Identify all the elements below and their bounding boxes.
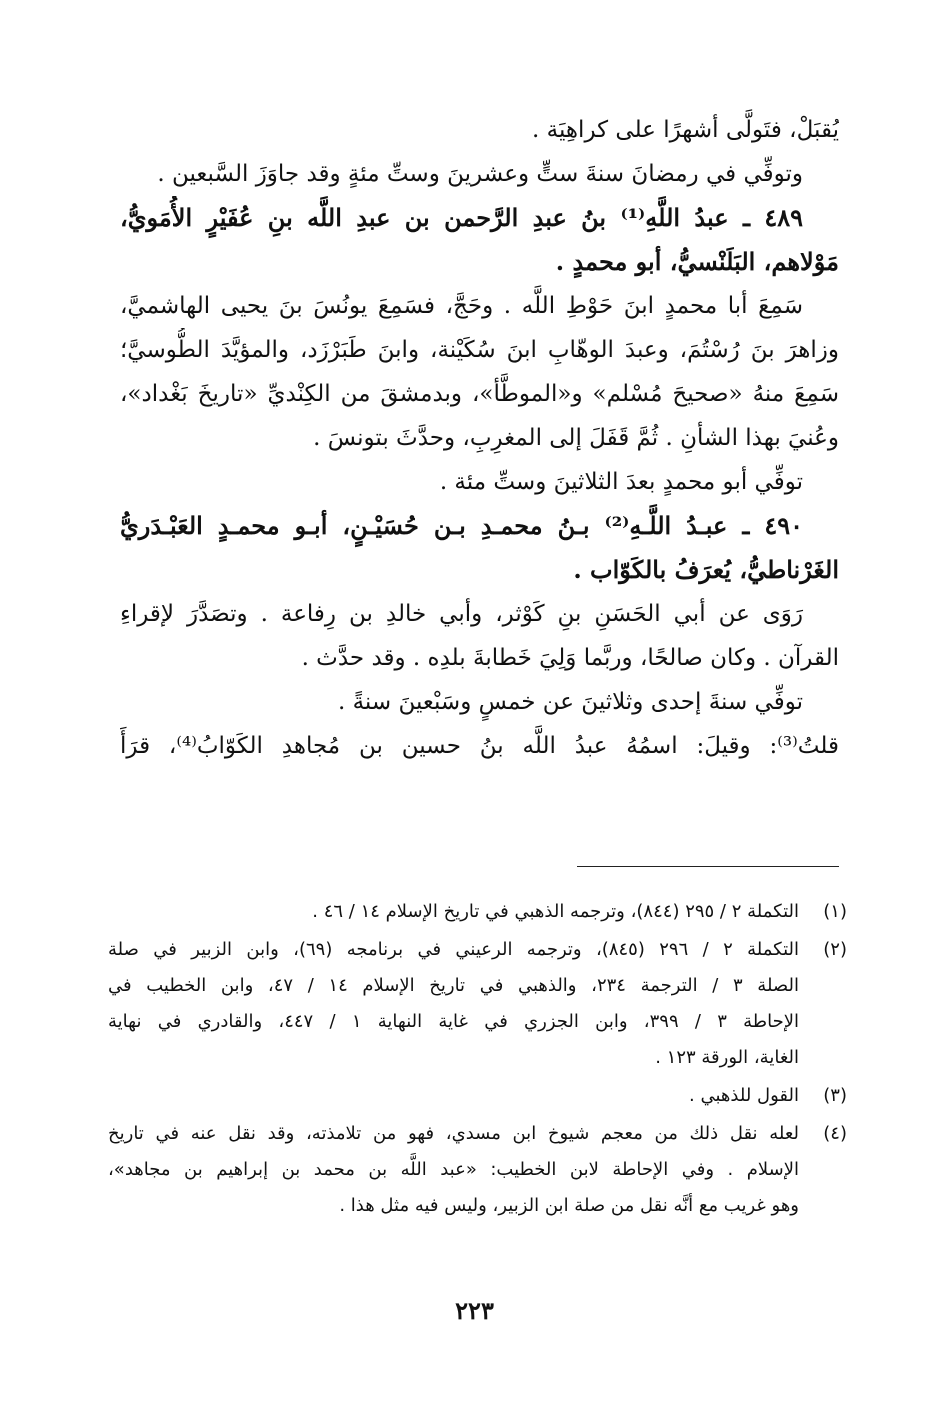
text-line: وزاهرَ بنَ رُسْتُمَ، وعبدَ الوهّابِ ابنَ سُكَيْنة، وابنَ طَبَرْزَد، والمؤيَّدَ الطُّوسيَّ؛	[120, 337, 839, 363]
text-line: قلتُ⁽³⁾: وقيلَ: اسمُهُ عبدُ اللَّه بنُ حسين بن مُجاهدِ الكَوّابُ⁽⁴⁾، قرَأَ	[120, 733, 839, 759]
footnote-number: (٤)	[823, 1123, 847, 1144]
text-line: يُقبَلْ، فتَولَّى أشهرًا على كراهِيَة .	[532, 117, 839, 143]
text-line: القرآن . وكان صالحًا، وربَّما وَلِيَ خَطابةَ بلدِه . وقد حدَّث .	[301, 645, 839, 671]
footnote-line: الصلة ٣ / الترجمة ٢٣٤، والذهبي في تاريخ الإسلام ١٤ / ٤٧، وابن الخطيب في	[108, 975, 799, 996]
footnote-line: وهو غريب مع أنَّه نقل من صلة ابن الزبير، وليس فيه مثل هذا .	[339, 1195, 799, 1216]
text-line: سَمِعَ منهُ «صحيحَ مُسْلم» و«الموطَّأ»، وبدمشقَ من الكِنْديِّ «تاريخَ بَغْداد»،	[120, 381, 839, 407]
footnote-3	[108, 1078, 847, 1114]
text-line: وتوفِّي في رمضانَ سنةَ ستٍّ وعشرينَ وستِّ مئةٍ وقد جاوَزَ السَّبعين .	[157, 161, 803, 187]
text-line: توفِّي سنةَ إحدى وثلاثينَ عن خمسٍ وسَبْعينَ سنةً .	[337, 689, 803, 715]
footnote-line: التكملة ٢ / ٢٩٦ (٨٤٥)، وترجمه الرعيني في برنامجه (٦٩)، وابن الزبير في صلة	[108, 939, 799, 960]
footnote-1	[108, 894, 847, 930]
footnote-body	[108, 932, 799, 1076]
text-line: رَوَى عن أبي الحَسَنِ بنِ كَوْثر، وأبي خالدِ بن رِفاعة . وتصَدَّرَ لإقراءِ	[120, 601, 803, 627]
footnote-body	[108, 894, 799, 930]
footnote-body	[108, 1078, 799, 1114]
footnote-line: التكملة ٢ / ٢٩٥ (٨٤٤)، وترجمه الذهبي في تاريخ الإسلام ١٤ / ٤٦ .	[312, 901, 799, 922]
footnote-4	[108, 1116, 847, 1224]
page-number: ٢٢٣	[455, 1296, 494, 1325]
entry-heading-490: ٤٩٠ ـ عبـدُ اللَّـهِ⁽²⁾ بـنُ محمـدِ بـن حُسَيْـنٍ، أبـو محمـدٍ العَبْـدَريُّ	[120, 511, 804, 540]
footnote-line: القول للذهبي .	[689, 1085, 799, 1106]
main-text	[120, 108, 839, 768]
footnotes	[108, 894, 847, 1226]
entry-heading-489-cont: مَوْلاهم، البَلَنْسيُّ، أبو محمدٍ .	[555, 247, 839, 276]
footnote-number: (٢)	[823, 939, 847, 960]
footnote-line: لعله نقل ذلك من معجم شيوخ ابن مسدي، فهو من تلامذته، وقد نقل عنه في تاريخ	[108, 1123, 799, 1144]
text-line: سَمِعَ أبا محمدٍ ابنَ حَوْطِ اللَّه . وحَجَّ، فسَمِعَ يونُسَ بنَ يحيى الهاشميَّ،	[120, 293, 803, 319]
entry-heading-489: ٤٨٩ ـ عبدُ اللَّهِ⁽¹⁾ بنُ عبدِ الرَّحمن بن عبدِ اللَّه بنِ عُفَيْرٍ الأُمَويُّ،	[120, 203, 803, 232]
footnote-line: الغاية، الورقة ١٢٣ .	[655, 1047, 799, 1068]
footnote-2	[108, 932, 847, 1076]
footnote-line: الإحاطة ٣ / ٣٩٩، وابن الجزري في غاية النهاية ١ / ٤٤٧، والقادري في نهاية	[108, 1011, 799, 1032]
entry-heading-490-cont: الغَرْناطيُّ، يُعرَفُ بالكَوّاب .	[573, 555, 839, 584]
footnote-line: الإسلام . وفي الإحاطة لابن الخطيب: «عبد اللَّه بن محمد بن إبراهيم بن مجاهد»،	[108, 1159, 799, 1180]
footnote-divider	[577, 866, 839, 867]
footnote-number: (١)	[823, 901, 847, 922]
text-line: توفِّي أبو محمدٍ بعدَ الثلاثينَ وستِّ مئة .	[439, 469, 803, 495]
text-line: وعُنيَ بهذا الشأنِ . ثُمَّ قَفَلَ إلى المغرِبِ، وحدَّثَ بتونسَ .	[313, 425, 839, 451]
footnote-number: (٣)	[823, 1085, 847, 1106]
footnote-body	[108, 1116, 799, 1224]
